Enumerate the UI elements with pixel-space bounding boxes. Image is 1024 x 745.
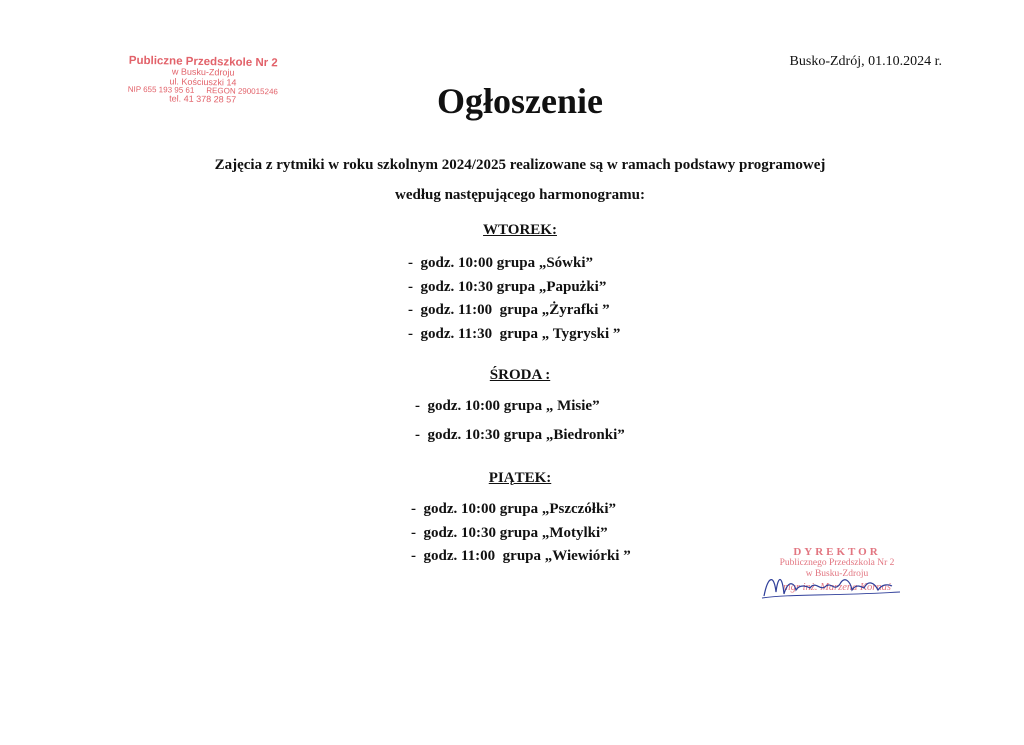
- list-item: - godz. 11:00 grupa „Żyrafki ”: [408, 302, 610, 318]
- director-signature-block: [752, 546, 922, 593]
- director-city: w Busku-Zdroju: [805, 568, 869, 579]
- page-title: Ogłoszenie: [437, 81, 603, 121]
- stamp-street: ul. Kościuszki 14: [169, 75, 237, 88]
- list-item: - godz. 10:30 grupa „Biedronki”: [415, 427, 625, 443]
- stamp-regon: REGON 290015246: [206, 85, 278, 97]
- intro-line-1: Zajęcia z rytmiki w roku szkolnym 2024/2025 realizowane są w ramach podstawy programowej: [214, 157, 826, 173]
- director-title: DYREKTOR: [793, 546, 881, 558]
- day-heading-wednesday: ŚRODA :: [489, 367, 551, 383]
- list-item: - godz. 11:30 grupa „ Tygryski ”: [408, 325, 621, 342]
- stamp-name: Publiczne Przedszkole Nr 2: [128, 54, 278, 70]
- stamp-nip: NIP 655 193 95 61: [127, 84, 195, 95]
- list-item: - godz. 11:00 grupa „Wiewiórki ”: [411, 548, 631, 564]
- list-item: - godz. 10:00 grupa „Sówki”: [408, 255, 594, 271]
- schedule-list-wednesday: [415, 395, 625, 448]
- day-heading-tuesday: WTOREK:: [483, 222, 557, 238]
- list-item: - godz. 10:00 grupa „Pszczółki”: [411, 501, 616, 517]
- list-item: - godz. 10:30 grupa „Motylki”: [411, 524, 608, 541]
- director-institution: Publicznego Przedszkola Nr 2: [779, 558, 895, 568]
- list-item: - godz. 10:00 grupa „ Misie”: [415, 398, 600, 414]
- list-item: - godz. 10:30 grupa „Papużki”: [408, 278, 607, 295]
- intro-line-2: według następującego harmonogramu:: [395, 187, 645, 203]
- document-date: Busko-Zdrój, 01.10.2024 r.: [789, 54, 942, 69]
- schedule-list-tuesday: [408, 252, 620, 346]
- handwritten-signature-icon: [760, 566, 910, 606]
- schedule-list-friday: [411, 498, 631, 569]
- stamp-phone: tel. 41 378 28 57: [169, 93, 237, 105]
- director-name: mgr inż. Marzena Kornaś: [783, 581, 891, 593]
- day-heading-friday: PIĄTEK:: [488, 470, 552, 486]
- stamp-city: w Busku-Zdroju: [171, 66, 235, 78]
